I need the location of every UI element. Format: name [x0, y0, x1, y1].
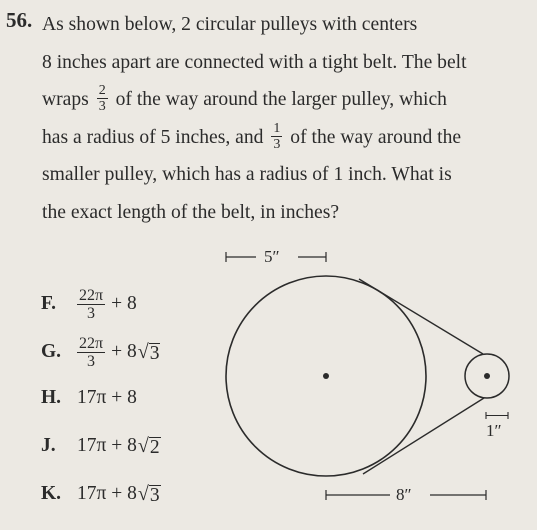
choice-letter: K. [41, 483, 62, 504]
small-pulley-center [484, 373, 490, 379]
question-line-4-start: has a radius of 5 inches, and [42, 126, 264, 148]
choice-letter: J. [41, 435, 56, 456]
radical-sign-icon: √ [137, 340, 149, 363]
question-line-1: As shown below, 2 circular pulleys with centers [42, 14, 418, 35]
choice-letter: F. [41, 293, 56, 314]
radicand: 2 [149, 436, 160, 458]
choice-letter: H. [41, 387, 62, 408]
center-distance-dimension [326, 485, 486, 504]
radical-sign-icon: √ [137, 434, 149, 457]
fraction-denominator: 3 [98, 99, 106, 114]
fraction-numerator: 22π [79, 334, 104, 352]
question-line-3-end: of the way around the larger pulley, which [115, 89, 447, 110]
large-pulley-center [323, 373, 329, 379]
small-radius-label: 1″ [486, 421, 502, 440]
question-line-4-end: of the way around the [290, 126, 462, 148]
belt-lower-segment [363, 398, 484, 474]
choice-expression: 17π + 8 [77, 387, 137, 408]
fraction-denominator: 3 [273, 136, 281, 152]
choice-rest: 17π + 8 [77, 483, 137, 504]
large-radius-label: 5″ [264, 247, 280, 266]
fraction-numerator: 2 [98, 83, 106, 98]
center-distance-label: 8″ [396, 485, 412, 504]
small-radius-dimension [486, 412, 508, 440]
fraction-denominator: 3 [87, 304, 96, 322]
choice-rest: + 8 [111, 293, 137, 314]
radicand: 3 [149, 484, 160, 506]
question-line-2: 8 inches apart are connected with a tight belt. The belt [42, 51, 467, 73]
question-line-6: the exact length of the belt, in inches? [42, 201, 340, 223]
fraction-numerator: 1 [273, 120, 281, 136]
question-line-3-start: wraps [42, 89, 89, 110]
radical-sign-icon: √ [137, 482, 149, 505]
question-line-5: smaller pulley, which has a radius of 1 inch. What is [42, 164, 452, 185]
choice-rest: 17π + 8 [77, 435, 137, 456]
choice-rest: + 8 [111, 341, 137, 362]
fraction-numerator: 22π [79, 286, 104, 304]
fraction-denominator: 3 [87, 352, 96, 370]
question-number: 56. [6, 8, 33, 32]
large-radius-dimension [226, 247, 326, 266]
choice-letter: G. [41, 341, 62, 362]
radicand: 3 [149, 342, 160, 364]
